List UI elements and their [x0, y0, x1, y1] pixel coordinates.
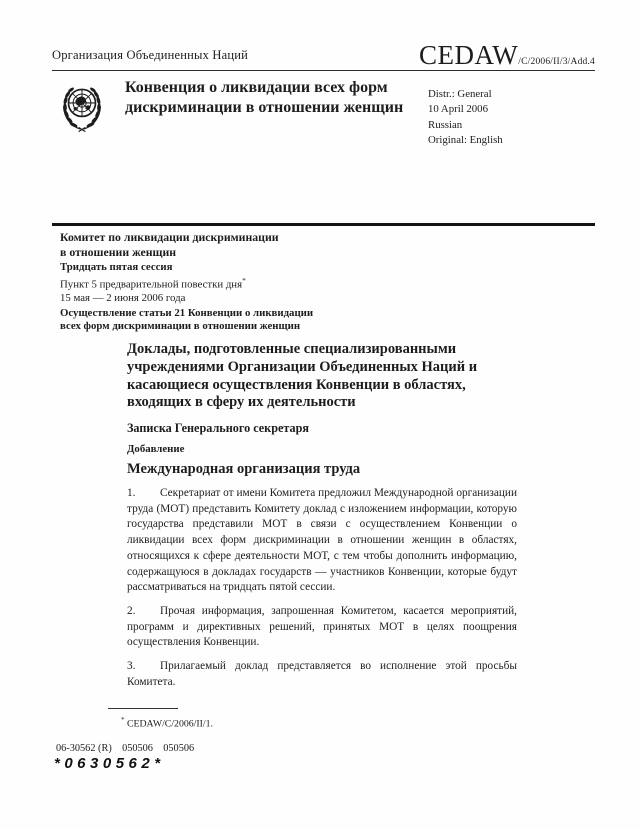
doc-symbol-main: CEDAW	[418, 40, 519, 70]
session-block	[60, 230, 480, 334]
committee-name-line2: в отношении женщин	[60, 245, 177, 259]
un-org-name: Организация Объединенных Наций	[52, 48, 249, 62]
paragraph-3-text: Прилагаемый доклад представляется во исполнение этой просьбы Комитета.	[127, 660, 517, 688]
un-emblem-icon	[55, 79, 109, 137]
committee-name-line1: Комитет по ликвидации дискриминации	[60, 230, 279, 244]
implementation-line2: всех форм дискриминации в отношении женщин	[60, 320, 301, 333]
paragraph-2-text: Прочая информация, запрошенная Комитетом, касается мероприятий, программ и директивных решений, принятых МОТ в целях поощрения осуществления Конвенции.	[127, 604, 517, 649]
note-subtitle: Записка Генерального секретаря	[127, 421, 309, 435]
paragraph-1	[127, 486, 517, 596]
paragraph-3-number: 3.	[127, 660, 136, 673]
body-paragraphs	[127, 486, 517, 698]
doc-symbol	[419, 40, 595, 71]
paragraph-2-number: 2.	[127, 604, 136, 617]
session-number: Тридцать пятая сессия	[60, 261, 173, 273]
agenda-footnote-marker: *	[242, 276, 246, 286]
paragraph-2	[127, 604, 517, 651]
distr-date: 10 April 2006	[428, 103, 488, 116]
implementation-line1: Осуществление статьи 21 Конвенции о ликвидации	[60, 306, 314, 319]
section-heading-ilo: Международная организация труда	[127, 461, 361, 477]
session-dates: 15 мая — 2 июня 2006 года	[60, 292, 186, 305]
footnote-divider	[108, 708, 178, 709]
paragraph-3	[127, 659, 517, 690]
footnote-text: CEDAW/C/2006/II/1.	[126, 718, 213, 730]
footnote	[121, 716, 213, 729]
document-title: Доклады, подготовленные специализированными учреждениями Организации Объединенных Наций и касающиеся осуществления Конвенции в областях, входящих в сферу их деятельности	[127, 341, 478, 411]
masthead-divider	[52, 223, 595, 226]
agenda-item	[60, 274, 480, 292]
print-job-line: 06-30562 (R) 050506 050506	[56, 743, 195, 754]
distr-language: Russian	[428, 118, 463, 131]
barcode-text: *0630562*	[54, 755, 165, 772]
doc-symbol-suffix: /C/2006/II/3/Add.4	[518, 57, 595, 67]
distribution-block	[428, 87, 503, 148]
agenda-item-text: Пункт 5 предварительной повестки дня	[60, 279, 243, 291]
header-divider	[52, 70, 595, 71]
convention-title: Конвенция о ликвидации всех форм дискриминации в отношении женщин	[125, 79, 404, 116]
distr-line: Distr.: General	[428, 88, 492, 100]
footnote-marker: *	[121, 716, 125, 724]
paragraph-1-number: 1.	[127, 487, 136, 499]
addendum-label: Добавление	[127, 443, 185, 455]
paragraph-1-text: Секретариат от имени Комитета предложил Международной организации труда (МОТ) представить Комитету доклад с изложением информации, которую государства представили МОТ в связи с осуществлением Конвенции о ликвидации всех форм дискриминации в отношении женщин в областях, относящихся к сфере деятельности МОТ, с тем чтобы дополнить информацию, содержащуюся в докладах государств — участников Конвенции, которые будут рассматриваться на тридцать пятой сессии.	[127, 487, 517, 594]
distr-original: Original: English	[428, 133, 503, 146]
